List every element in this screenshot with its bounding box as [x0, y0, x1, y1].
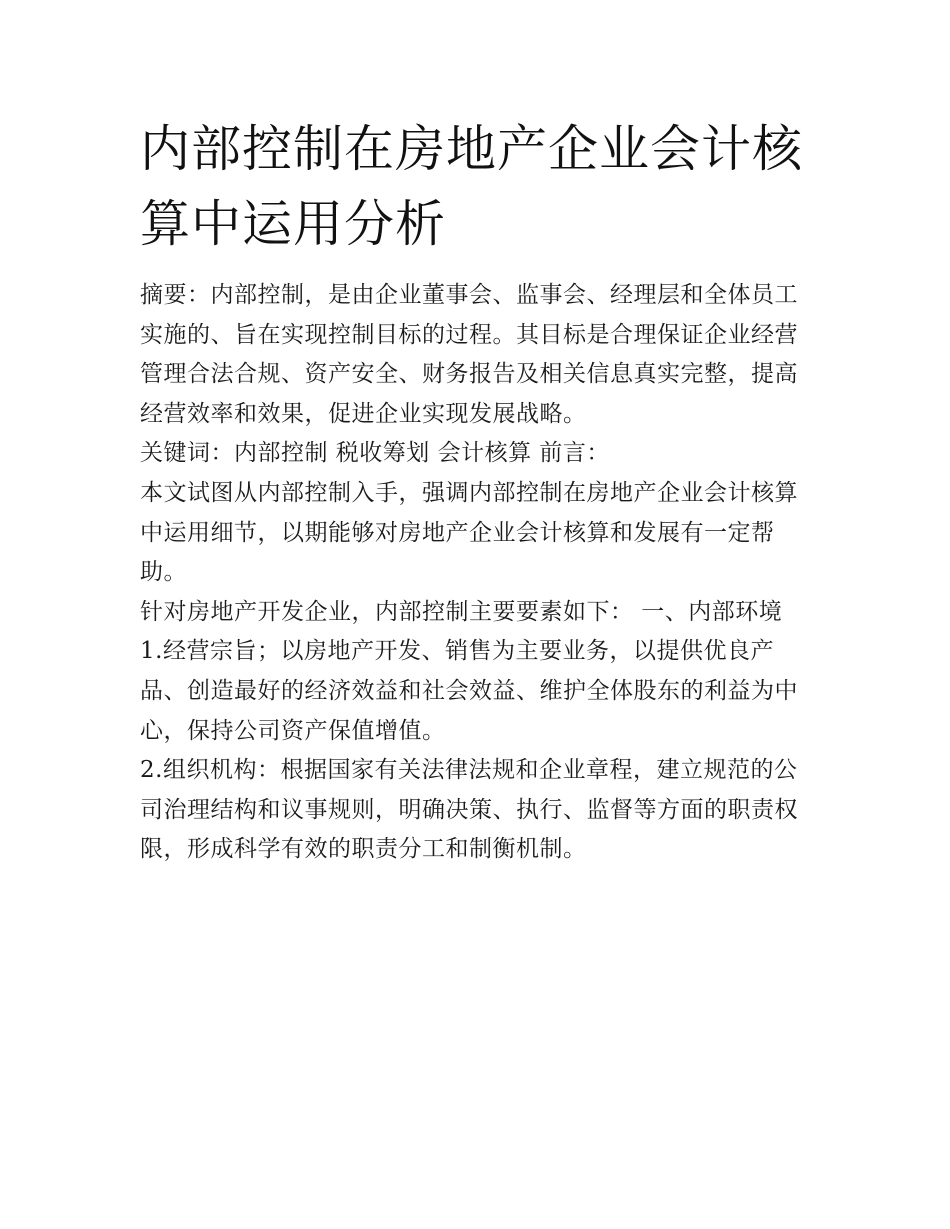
intro-paragraph: 本文试图从内部控制入手，强调内部控制在房地产企业会计核算中运用细节，以期能够对房地产企业会计核算和发展有一定帮助。: [140, 479, 798, 586]
abstract-paragraph: 摘要：内部控制，是由企业董事会、监事会、经理层和全体员工实施的、旨在实现控制目标的过程。其目标是合理保证企业经营管理合法合规、资产安全、财务报告及相关信息真实完整，提高经营效率和效果，促进企业实现发展战略。: [140, 282, 798, 427]
business-purpose-paragraph: 1.经营宗旨；以房地产开发、销售为主要业务，以提供优良产品、创造最好的经济效益和社会效益、维护全体股东的利益为中心，保持公司资产保值增值。: [140, 638, 798, 744]
elements-heading-paragraph: 针对房地产开发企业，内部控制主要要素如下： 一、内部环境: [140, 598, 783, 625]
keywords-paragraph: 关键词：内部控制 税收筹划 会计核算 前言：: [140, 440, 610, 467]
document-title: 内部控制在房地产企业会计核算中运用分析: [140, 120, 803, 253]
document-content: [140, 112, 812, 870]
organization-paragraph: 2.组织机构：根据国家有关法律法规和企业章程，建立规范的公司治理结构和议事规则，明确决策、执行、监督等方面的职责权限，形成科学有效的职责分工和制衡机制。: [140, 757, 798, 863]
document-body: [140, 276, 812, 870]
